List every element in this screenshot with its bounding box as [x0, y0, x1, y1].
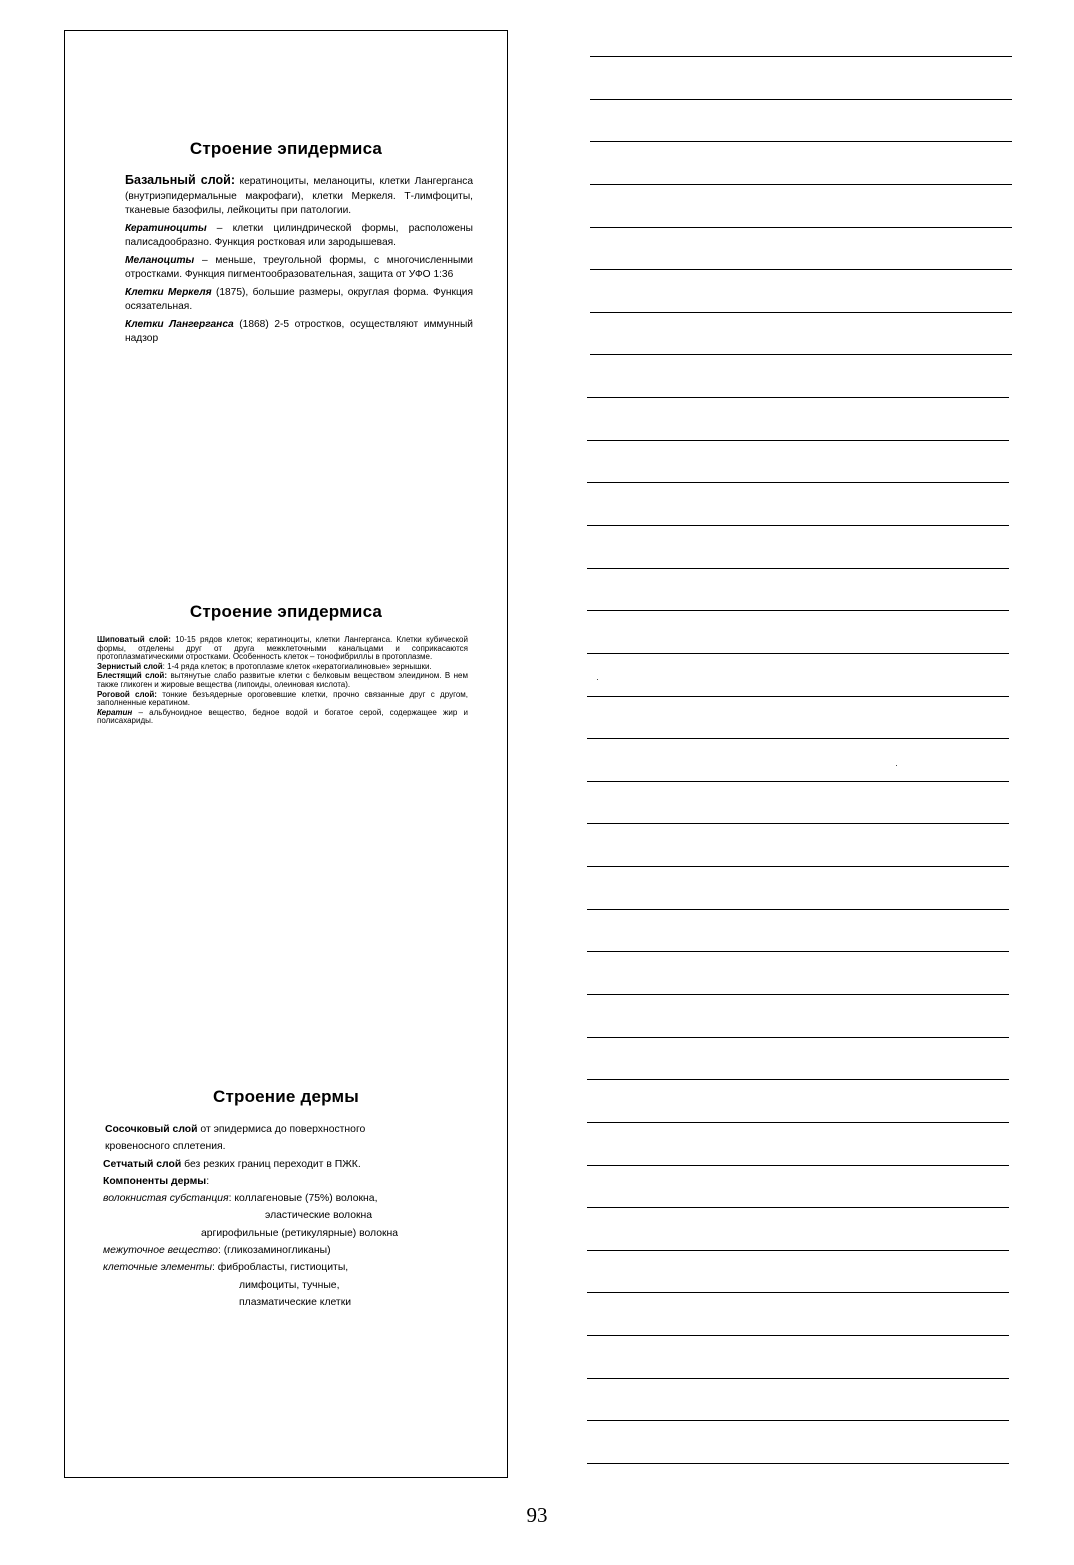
term: клеточные элементы — [103, 1262, 213, 1274]
slide-epidermis-structure-1 — [64, 30, 508, 510]
line-dermis-components — [103, 1173, 463, 1190]
note-line — [590, 99, 1012, 100]
note-line — [587, 653, 1009, 654]
line-text: : фибробласты, гистиоциты, — [212, 1262, 349, 1274]
slide-epidermis-structure-2 — [64, 508, 508, 991]
note-line — [587, 1420, 1009, 1421]
line-text: : (гликозаминогликаны) — [217, 1245, 331, 1257]
line-text: аргирофильные (ретикулярные) волокна — [201, 1227, 399, 1239]
note-line — [587, 866, 1009, 867]
paragraph-text: (1868) 2-5 отростков, осуществляют иммунный надзор — [125, 318, 473, 344]
line-text: эластические волокна — [265, 1210, 373, 1222]
line-text: : коллагеновые (75%) волокна, — [228, 1193, 378, 1205]
note-line — [587, 1250, 1009, 1251]
paragraph-langerhans-cells — [125, 318, 473, 347]
note-line — [587, 738, 1009, 739]
line-lymphocytes — [103, 1277, 463, 1294]
term: Клетки Лангерганса — [125, 318, 234, 330]
term: Базальный слой: — [125, 173, 235, 187]
slide-body — [125, 173, 473, 350]
slide-body — [103, 1121, 463, 1311]
paragraph-text: – альбуноидное вещество, бедное водой и богатое серой, содержащее жир и полисахариды. — [97, 707, 468, 726]
paragraph-keratin — [97, 709, 468, 726]
note-line — [587, 1378, 1009, 1379]
term: Кератин — [97, 707, 133, 717]
note-line — [587, 1463, 1009, 1464]
note-line — [587, 440, 1009, 441]
term: Клетки Меркеля — [125, 286, 212, 298]
note-line — [590, 56, 1012, 57]
term: Кератиноциты — [125, 222, 207, 234]
paragraph-text: : 1-4 ряда клеток; в протоплазме клеток «кератогиалиновые» зернышки. — [162, 661, 432, 671]
term: Компоненты дермы — [103, 1175, 207, 1187]
note-line — [590, 269, 1012, 270]
term: Блестящий слой: — [97, 671, 168, 681]
paragraph-text: – меньше, треугольной формы, с многочисленными отростками. Функция пигментообразовательная, защита от УФО 1:36 — [125, 254, 473, 280]
term: межуточное вещество — [103, 1245, 218, 1257]
note-line — [587, 1165, 1009, 1166]
term: Роговой слой: — [97, 689, 157, 699]
paragraph-keratinocytes — [125, 222, 473, 251]
paragraph-lucid-layer — [97, 672, 468, 689]
paragraph-spinous-layer — [97, 636, 468, 662]
slide-title: Строение дермы — [212, 1087, 360, 1106]
term: Шиповатый слой: — [97, 635, 171, 644]
note-line — [590, 141, 1012, 142]
paragraph-text: 10-15 рядов клеток; кератиноциты, клетки Лангерганса. Клетки кубической формы, отделены друг от друга межклеточными канальцами и соприкасаются протоплазматическими отростками. Особенность клеток – тонофибриллы в протоплазме. — [97, 635, 468, 662]
paragraph-text: вытянутые слабо развитые клетки с белковым веществом элеидином. В нем также гликоген и жировые вещества (липоиды, олеиновая кислота). — [97, 671, 468, 689]
note-line — [587, 951, 1009, 952]
note-line — [590, 312, 1012, 313]
note-line — [587, 397, 1009, 398]
line-reticular-layer — [103, 1156, 463, 1173]
slide-title: Строение эпидермиса — [189, 602, 383, 621]
term: волокнистая субстанция — [103, 1193, 229, 1205]
line-papillary-layer — [103, 1121, 463, 1138]
paragraph-basal-layer — [125, 173, 473, 219]
note-line — [587, 696, 1009, 697]
note-line — [590, 354, 1012, 355]
slide-title: Строение эпидермиса — [189, 139, 383, 158]
note-line — [587, 525, 1009, 526]
scan-speck — [597, 679, 598, 680]
slides-column — [64, 30, 508, 1479]
paragraph-text: кератиноциты, меланоциты, клетки Лангерганса (внутриэпидермальные макрофаги), клетки Меркеля. Т-лимфоциты, тканевые базофилы, лейкоциты при патологии. — [125, 176, 473, 216]
line-text: без резких границ переходит в ПЖК. — [181, 1158, 361, 1170]
line-text: лимфоциты, тучные, — [239, 1279, 340, 1291]
note-line — [587, 1037, 1009, 1038]
line-fibrous-substance — [103, 1190, 463, 1207]
line-continuation — [103, 1138, 463, 1155]
line-text: кровеносного сплетения. — [105, 1141, 226, 1153]
term: Сетчатый слой — [103, 1158, 182, 1170]
line-ground-substance — [103, 1242, 463, 1259]
note-line — [587, 1079, 1009, 1080]
line-cellular-elements — [103, 1259, 463, 1276]
line-text: : — [206, 1175, 210, 1187]
note-lines — [585, 0, 1015, 1480]
note-line — [587, 568, 1009, 569]
line-text: плазматические клетки — [239, 1296, 352, 1308]
note-line — [587, 994, 1009, 995]
slide-body — [97, 636, 468, 727]
note-line — [587, 781, 1009, 782]
line-argyrophilic-fibers — [103, 1225, 463, 1242]
note-line — [590, 227, 1012, 228]
paragraph-text: – клетки цилиндрической формы, расположены палисадообразно. Функция ростковая или зародышевая. — [125, 222, 473, 248]
term: Меланоциты — [125, 254, 195, 266]
paragraph-text: (1875), большие размеры, округлая форма. Функция осязательная. — [125, 286, 474, 312]
paragraph-merkel-cells — [125, 286, 473, 315]
term: Зернистый слой — [97, 661, 163, 671]
line-elastic-fibers — [103, 1207, 463, 1224]
paragraph-melanocytes — [125, 254, 473, 283]
line-plasma-cells — [103, 1294, 463, 1311]
note-line — [590, 184, 1012, 185]
page-number: 93 — [526, 1503, 548, 1527]
note-line — [587, 610, 1009, 611]
scan-speck — [896, 765, 897, 766]
note-line — [587, 482, 1009, 483]
line-text: от эпидермиса до поверхностного — [197, 1124, 366, 1135]
paragraph-granular-layer — [97, 663, 468, 672]
note-line — [587, 1207, 1009, 1208]
paragraph-text: тонкие безъядерные ороговевшие клетки, прочно связанные друг с другом, заполненные кератином. — [97, 689, 469, 708]
note-line — [587, 909, 1009, 910]
note-line — [587, 823, 1009, 824]
note-line — [587, 1335, 1009, 1336]
paragraph-horny-layer — [97, 691, 468, 708]
slide-dermis-structure — [64, 990, 508, 1478]
note-line — [587, 1122, 1009, 1123]
term: Сосочковый слой — [105, 1124, 198, 1135]
note-line — [587, 1292, 1009, 1293]
